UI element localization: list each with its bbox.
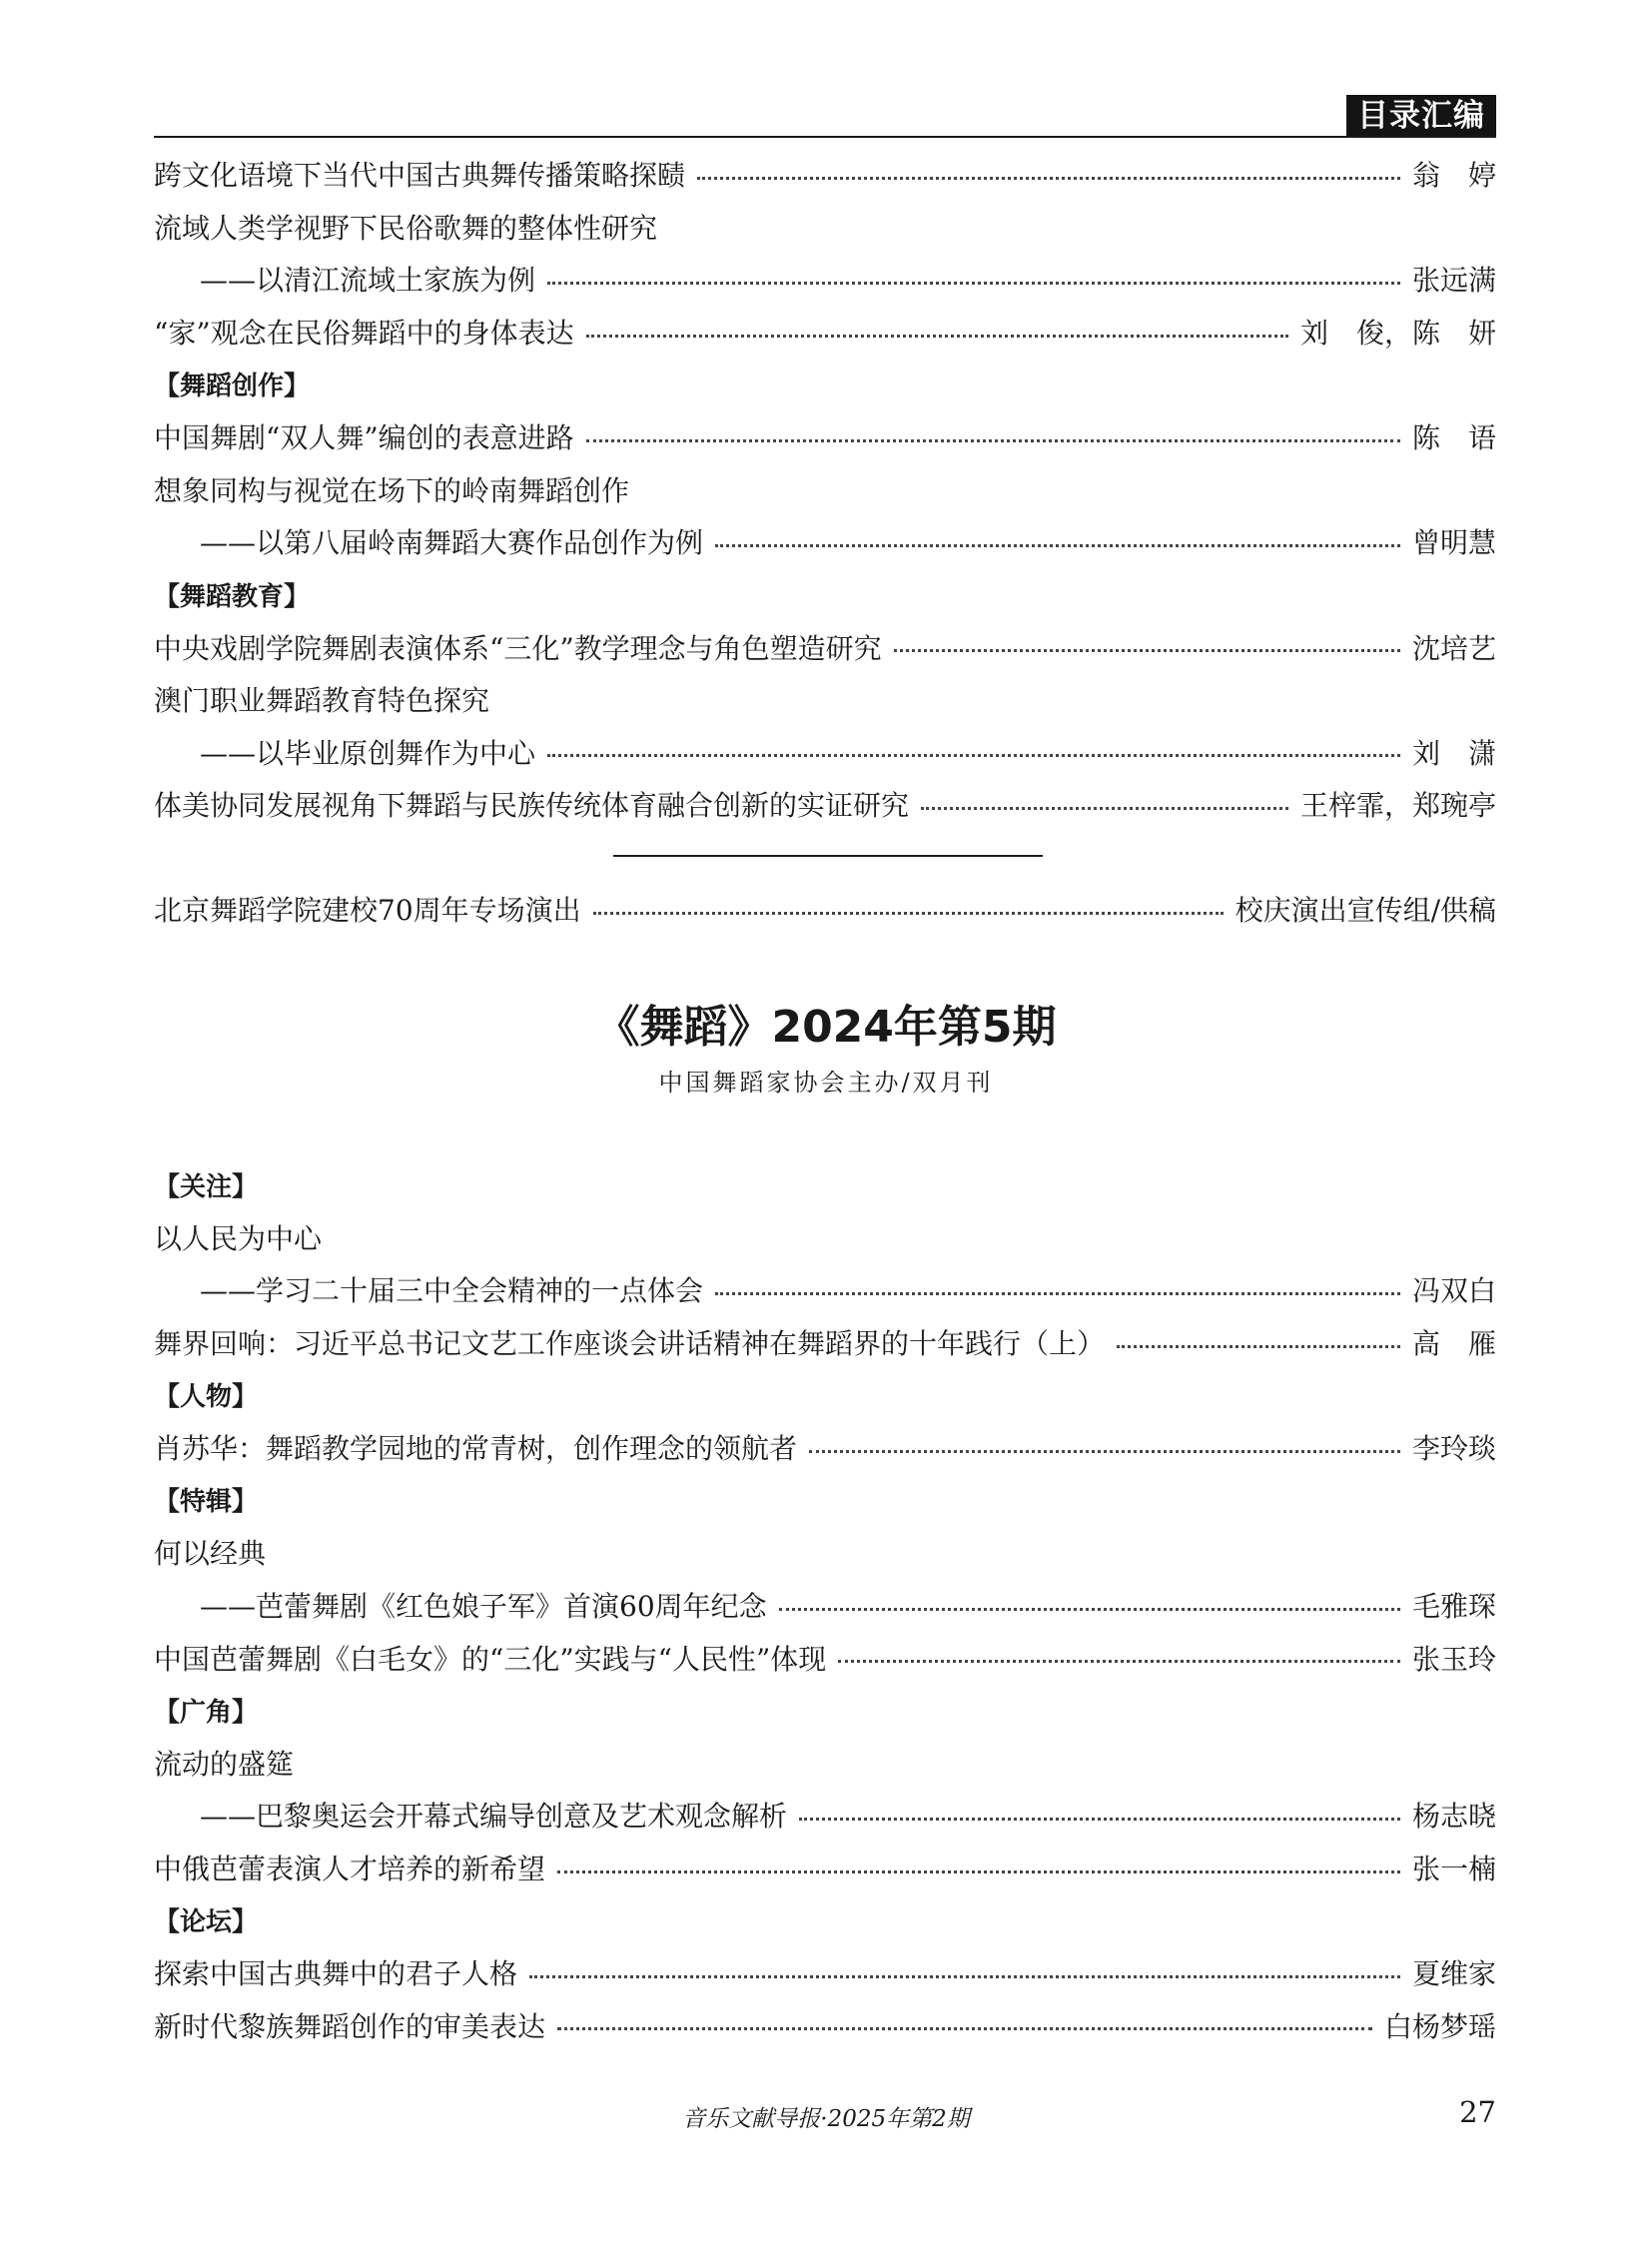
toc-entry xyxy=(154,1999,1496,2052)
section-tag: 目录汇编 xyxy=(1346,95,1496,137)
leader-dots xyxy=(557,2027,1372,2030)
entry-title: 中国舞剧“双人舞”编创的表意进路 xyxy=(154,421,574,455)
section-heading xyxy=(154,568,1496,621)
section-label: 【舞蹈教育】 xyxy=(154,581,311,612)
leader-dots xyxy=(547,754,1400,757)
entry-author: 校庆演出宣传组/供稿 xyxy=(1235,894,1496,928)
entry-title: 体美协同发展视角下舞蹈与民族传统体育融合创新的实证研究 xyxy=(154,789,910,823)
entry-title: 舞界回响：习近平总书记文艺工作座谈会讲话精神在舞蹈界的十年践行（上） xyxy=(154,1327,1106,1361)
leader-dots xyxy=(715,544,1400,547)
entry-title: 中俄芭蕾表演人才培养的新希望 xyxy=(154,1853,546,1886)
toc-entry xyxy=(154,1737,1496,1790)
leader-dots xyxy=(921,807,1288,810)
toc-entry xyxy=(154,148,1496,201)
entry-title: 肖苏华：舞蹈教学园地的常青树，创作理念的领航者 xyxy=(154,1432,798,1466)
entry-author: 翁 婷 xyxy=(1411,159,1496,193)
entry-author: 曾明慧 xyxy=(1411,526,1496,560)
toc-entry xyxy=(154,1631,1496,1684)
entry-title: 北京舞蹈学院建校70周年专场演出 xyxy=(154,894,581,928)
entry-title: 探索中国古典舞中的君子人格 xyxy=(154,1957,518,1991)
entry-title: 以人民为中心 xyxy=(154,1221,323,1255)
toc-entry xyxy=(154,1316,1496,1369)
entry-author: 沈培艺 xyxy=(1411,631,1496,665)
toc-entry xyxy=(154,1263,1496,1316)
leader-dots xyxy=(529,1975,1400,1978)
entry-author: 张一楠 xyxy=(1411,1853,1496,1886)
section-heading xyxy=(154,1474,1496,1527)
entry-title: “家”观念在民俗舞蹈中的身体表达 xyxy=(154,317,574,351)
section-heading xyxy=(154,1893,1496,1946)
toc-block-issue xyxy=(154,1158,1496,2051)
leader-dots xyxy=(809,1450,1400,1453)
toc-entry xyxy=(154,515,1496,568)
toc-entry xyxy=(154,620,1496,673)
entry-title: ——芭蕾舞剧《红色娘子军》首演60周年纪念 xyxy=(200,1590,767,1624)
entry-author: 张远满 xyxy=(1411,264,1496,298)
leader-dots xyxy=(779,1608,1400,1611)
toc-entry xyxy=(154,1946,1496,1999)
leader-dots xyxy=(547,282,1400,285)
toc-entry xyxy=(154,1526,1496,1579)
leader-dots xyxy=(838,1660,1400,1663)
entry-author: 陈 语 xyxy=(1411,421,1496,455)
toc-block-previous xyxy=(154,148,1496,831)
toc-entry xyxy=(154,1579,1496,1632)
entry-title: 跨文化语境下当代中国古典舞传播策略探赜 xyxy=(154,159,686,193)
entry-title: 何以经典 xyxy=(154,1537,267,1571)
entry-title: ——以清江流域土家族为例 xyxy=(200,264,536,298)
toc-entry xyxy=(154,883,1496,936)
leader-dots xyxy=(586,335,1288,338)
header-rule xyxy=(154,136,1496,138)
section-label: 【人物】 xyxy=(154,1382,259,1413)
toc-entry xyxy=(154,306,1496,359)
issue-subtitle: 中国舞蹈家协会主办/双月刊 xyxy=(658,1069,994,1097)
entry-author: 杨志晓 xyxy=(1411,1800,1496,1834)
entry-title: ——以第八届岭南舞蹈大赛作品创作为例 xyxy=(200,526,704,560)
leader-dots xyxy=(799,1818,1400,1821)
entry-author: 毛雅琛 xyxy=(1411,1590,1496,1624)
toc-single-entry xyxy=(154,883,1496,936)
section-label: 【舞蹈创作】 xyxy=(154,372,311,402)
section-label: 【广角】 xyxy=(154,1697,259,1728)
entry-title: ——巴黎奥运会开幕式编导创意及艺术观念解析 xyxy=(200,1800,788,1834)
entry-title: 新时代黎族舞蹈创作的审美表达 xyxy=(154,2009,546,2043)
section-label: 【关注】 xyxy=(154,1171,259,1202)
toc-entry xyxy=(154,778,1496,831)
separator-rule xyxy=(613,855,1043,857)
toc-entry xyxy=(154,1842,1496,1894)
entry-author: 高 雁 xyxy=(1411,1327,1496,1361)
entry-author: 李玲琰 xyxy=(1411,1432,1496,1466)
toc-entry xyxy=(154,1421,1496,1474)
issue-title: 《舞蹈》2024年第5期 xyxy=(595,1002,1057,1053)
leader-dots xyxy=(894,649,1400,652)
entry-title: 流域人类学视野下民俗歌舞的整体性研究 xyxy=(154,211,658,245)
entry-title: 澳门职业舞蹈教育特色探究 xyxy=(154,684,490,718)
entry-title: ——学习二十届三中全会精神的一点体会 xyxy=(200,1274,704,1308)
page-number: 27 xyxy=(1459,2095,1496,2129)
entry-title: 想象同构与视觉在场下的岭南舞蹈创作 xyxy=(154,473,630,507)
leader-dots xyxy=(557,1870,1400,1873)
entry-title: ——以毕业原创舞作为中心 xyxy=(200,736,536,770)
section-label: 【论坛】 xyxy=(154,1907,259,1938)
toc-entry xyxy=(154,463,1496,516)
toc-entry xyxy=(154,1211,1496,1264)
leader-dots xyxy=(715,1292,1400,1295)
toc-entry xyxy=(154,201,1496,254)
toc-entry xyxy=(154,253,1496,306)
entry-title: 中央戏剧学院舞剧表演体系“三化”教学理念与角色塑造研究 xyxy=(154,631,882,665)
section-heading xyxy=(154,1368,1496,1421)
section-heading xyxy=(154,1684,1496,1737)
toc-entry xyxy=(154,1789,1496,1842)
entry-author: 张玉玲 xyxy=(1411,1642,1496,1676)
entry-title: 中国芭蕾舞剧《白毛女》的“三化”实践与“人民性”体现 xyxy=(154,1642,827,1676)
section-heading xyxy=(154,1158,1496,1211)
toc-entry xyxy=(154,673,1496,726)
entry-author: 冯双白 xyxy=(1411,1274,1496,1308)
entry-author: 刘 潇 xyxy=(1411,736,1496,770)
toc-entry xyxy=(154,726,1496,779)
leader-dots xyxy=(1117,1345,1400,1348)
leader-dots xyxy=(593,912,1224,915)
section-heading xyxy=(154,358,1496,410)
entry-author: 夏维家 xyxy=(1411,1957,1496,1991)
toc-entry xyxy=(154,410,1496,463)
entry-author: 白杨梦瑶 xyxy=(1383,2009,1496,2043)
section-label: 【特辑】 xyxy=(154,1487,259,1518)
entry-author: 王梓霏，郑琬亭 xyxy=(1299,789,1496,823)
leader-dots xyxy=(697,177,1400,180)
entry-title: 流动的盛筵 xyxy=(154,1747,295,1781)
leader-dots xyxy=(586,439,1400,442)
entry-author: 刘 俊，陈 妍 xyxy=(1299,317,1496,351)
footer-journal: 音乐文献导报·2025年第2期 xyxy=(682,2106,970,2132)
